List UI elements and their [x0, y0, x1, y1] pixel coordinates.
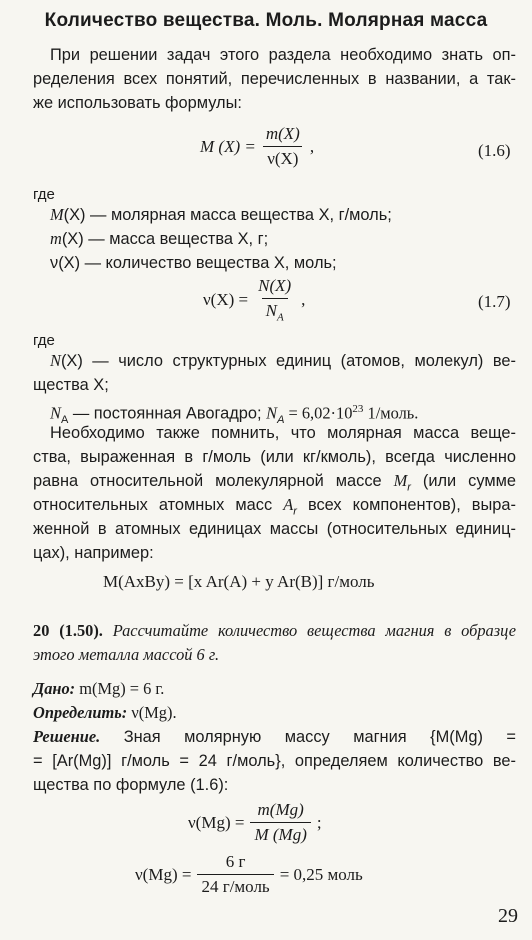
- solution-formula-1-lhs: ν(Mg) =: [188, 812, 245, 832]
- where-label-1: где: [33, 186, 55, 203]
- problem-number: 20 (1.50).: [33, 621, 103, 640]
- section-title: Количество вещества. Моль. Молярная масса: [44, 10, 488, 31]
- formula-1-6-den: ν(X): [263, 146, 302, 169]
- subscript-r: r: [293, 505, 297, 518]
- symbol-N: N: [50, 351, 61, 370]
- avogadro-exponent: 23: [352, 403, 364, 415]
- formula-1-6-lhs: M (X) =: [200, 136, 256, 156]
- formula-1-7-tail: ,: [301, 289, 306, 309]
- formula-1-7-lhs: ν(X) =: [203, 289, 249, 309]
- formula-1-6-num: m(X): [265, 124, 300, 143]
- definition-text: (X) — масса вещества X, г;: [61, 230, 269, 248]
- solution-formula-1: [188, 800, 322, 845]
- definition-text: (X) — число структурных единиц (атомов, молекул) ве-: [60, 352, 516, 370]
- example-formula: M(AxBy) = [x Ar(A) + y Ar(B)] г/моль: [103, 572, 375, 591]
- subscript-A: A: [60, 413, 69, 426]
- formula-1-6-tail: ,: [309, 136, 315, 156]
- para2-line-1: Необходимо также помнить, что молярная масса веще-: [50, 424, 516, 442]
- formula-1-7-num: N(X): [258, 276, 292, 295]
- solution-formula-1-den: M (Mg): [250, 822, 310, 845]
- solution-formula-2: [135, 852, 363, 897]
- solution-text: Зная молярную массу магния {M(Mg) =: [100, 728, 516, 746]
- solution-formula-2-lhs: ν(Mg) =: [135, 864, 192, 884]
- given-value: m(Mg) = 6 г.: [75, 679, 165, 698]
- formula-1-7-den: [262, 298, 288, 323]
- para2-line-2: ства, выраженная в г/моль (или кг/кмоль), всегда численно: [33, 448, 516, 466]
- equation-number-1-6: (1.6): [478, 141, 511, 160]
- symbol-N: N: [50, 403, 61, 423]
- symbol-M: M: [393, 471, 408, 490]
- avogadro-unit: 1/моль.: [363, 403, 419, 423]
- intro-line-2: ределения всех понятий, перечисленных в названии, а так-: [33, 70, 516, 88]
- solution-formula-1-num: m(Mg): [257, 800, 304, 819]
- para2-text: всех компонентов), выра-: [307, 496, 516, 514]
- solution-formula-1-tail: ;: [316, 812, 322, 832]
- problem-text: Рассчитайте количество вещества магния в образце: [102, 621, 517, 640]
- para2-text: (или сумме: [422, 472, 516, 490]
- avogadro-subscript: A: [276, 311, 284, 324]
- intro-line-1: При решении задач этого раздела необходимо знать оп-: [50, 46, 516, 64]
- formula-1-7: [203, 276, 305, 323]
- problem-line-2: этого металла массой 6 г.: [33, 645, 220, 664]
- para2-line-6: цах), например:: [33, 544, 154, 562]
- given-line: [33, 678, 516, 700]
- avogadro-value: = 6,02·10: [284, 403, 353, 423]
- page-number: 29: [498, 905, 518, 927]
- formula-1-7-fraction: [254, 276, 295, 323]
- where-label-2: где: [33, 332, 55, 349]
- symbol-M: M: [50, 205, 64, 224]
- symbol-N: N: [266, 403, 278, 423]
- solution-line-1: [33, 726, 516, 748]
- formula-1-6: [200, 124, 314, 169]
- subscript-r: r: [407, 481, 411, 494]
- para2-line-5: женной в атомных единицах массы (относительных единиц-: [33, 520, 516, 538]
- intro-line-3: же использовать формулы:: [33, 94, 242, 112]
- solution-formula-2-den: 24 г/моль: [197, 874, 273, 897]
- para2-text: равна относительной молекулярной массе: [33, 472, 382, 490]
- solution-label: Решение.: [33, 727, 101, 746]
- avogadro-symbol: N: [265, 301, 277, 320]
- formula-1-6-fraction: [262, 124, 304, 169]
- solution-formula-2-result: = 0,25 моль: [279, 864, 363, 884]
- find-line: [33, 702, 516, 724]
- solution-formula-2-fraction: [197, 852, 273, 897]
- solution-line-2: = [Ar(Mg)] г/моль = 24 г/моль}, определяем количество ве-: [33, 752, 516, 770]
- definition-amount: [50, 252, 516, 274]
- symbol-m: m: [50, 229, 62, 248]
- equation-number-1-7: (1.7): [478, 292, 511, 311]
- problem-line-1: [33, 620, 516, 642]
- definition-text: (X) — молярная масса вещества X, г/моль;: [63, 206, 392, 224]
- symbol-A: A: [283, 495, 294, 514]
- subscript-A: A: [277, 413, 285, 426]
- given-label: Дано:: [33, 679, 76, 698]
- definition-molar-mass: [50, 204, 516, 226]
- solution-formula-2-num: 6 г: [225, 852, 246, 871]
- definition-text: ν(X) — количество вещества X, моль;: [50, 254, 337, 272]
- find-value: ν(Mg).: [127, 703, 177, 722]
- avogadro-text: — постоянная Авогадро;: [68, 404, 267, 423]
- definition-count-line-1: [50, 350, 516, 372]
- para2-text: относительных атомных масс: [33, 496, 273, 514]
- find-label: Определить:: [33, 703, 128, 722]
- definition-mass: [50, 228, 516, 250]
- solution-formula-1-fraction: [250, 800, 310, 845]
- solution-line-3: щества по формуле (1.6):: [33, 776, 229, 794]
- definition-count-line-2: щества X;: [33, 376, 109, 394]
